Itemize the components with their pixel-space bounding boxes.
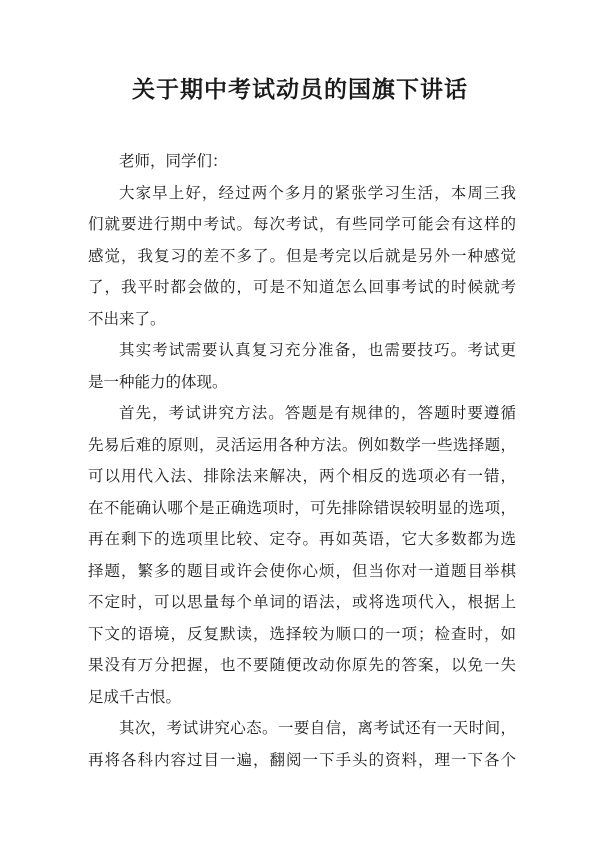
paragraph-2 — [88, 335, 516, 398]
paragraph-line: 大家早上好，经过两个多月的紧张学习生活，本周三我 — [119, 183, 516, 202]
paragraph-line: 其实考试需要认真复习充分准备，也需要技巧。考试更 — [119, 341, 516, 359]
paragraph-line: 再在剩下的选项里比较、定夺。再如英语，它大多数都为选 — [88, 530, 516, 548]
paragraph-line: 先易后难的原则，灵活运用各种方法。例如数学一些选择题， — [88, 435, 516, 454]
document-title: 关于期中考试动员的国旗下讲话 — [132, 76, 468, 103]
paragraph-line: 下文的语境，反复默读，选择较为顺口的一项；检查时，如 — [88, 624, 516, 643]
document-body — [88, 146, 516, 776]
paragraph-line: 感觉，我复习的差不多了。但是考完以后就是另外一种感觉 — [88, 246, 516, 265]
paragraph-line: 择题，繁多的题目或许会使你心烦，但当你对一道题目举棋 — [88, 561, 516, 580]
paragraph-line: 再将各科内容过目一遍，翻阅一下手头的资料，理一下各个 — [88, 750, 516, 769]
paragraph-line: 足成千古恨。 — [88, 687, 182, 706]
paragraph-line: 果没有万分把握，也不要随便改动你原先的答案，以免一失 — [88, 656, 516, 674]
paragraph-1 — [88, 178, 516, 336]
paragraph-line: 不定时，可以思量每个单词的语法，或将选项代入，根据上 — [88, 593, 516, 611]
paragraph-line: 们就要进行期中考试。每次考试，有些同学可能会有这样的 — [88, 215, 516, 233]
paragraph-line: 老师，同学们： — [119, 152, 228, 170]
paragraph-line: 首先，考试讲究方法。答题是有规律的，答题时要遵循 — [119, 404, 516, 422]
paragraph-line: 可以用代入法、排除法来解决，两个相反的选项必有一错， — [88, 467, 516, 485]
paragraph-line: 在不能确认哪个是正确选项时，可先排除错误较明显的选项， — [88, 498, 516, 517]
paragraph-salutation — [88, 146, 516, 178]
paragraph-line: 是一种能力的体现。 — [88, 372, 228, 391]
paragraph-line: 了，我平时都会做的，可是不知道怎么回事考试的时候就考 — [88, 278, 516, 296]
paragraph-4 — [88, 713, 516, 776]
paragraph-line: 其次，考试讲究心态。一要自信，离考试还有一天时间， — [119, 719, 516, 737]
paragraph-3 — [88, 398, 516, 713]
paragraph-line: 不出来了。 — [88, 309, 166, 328]
